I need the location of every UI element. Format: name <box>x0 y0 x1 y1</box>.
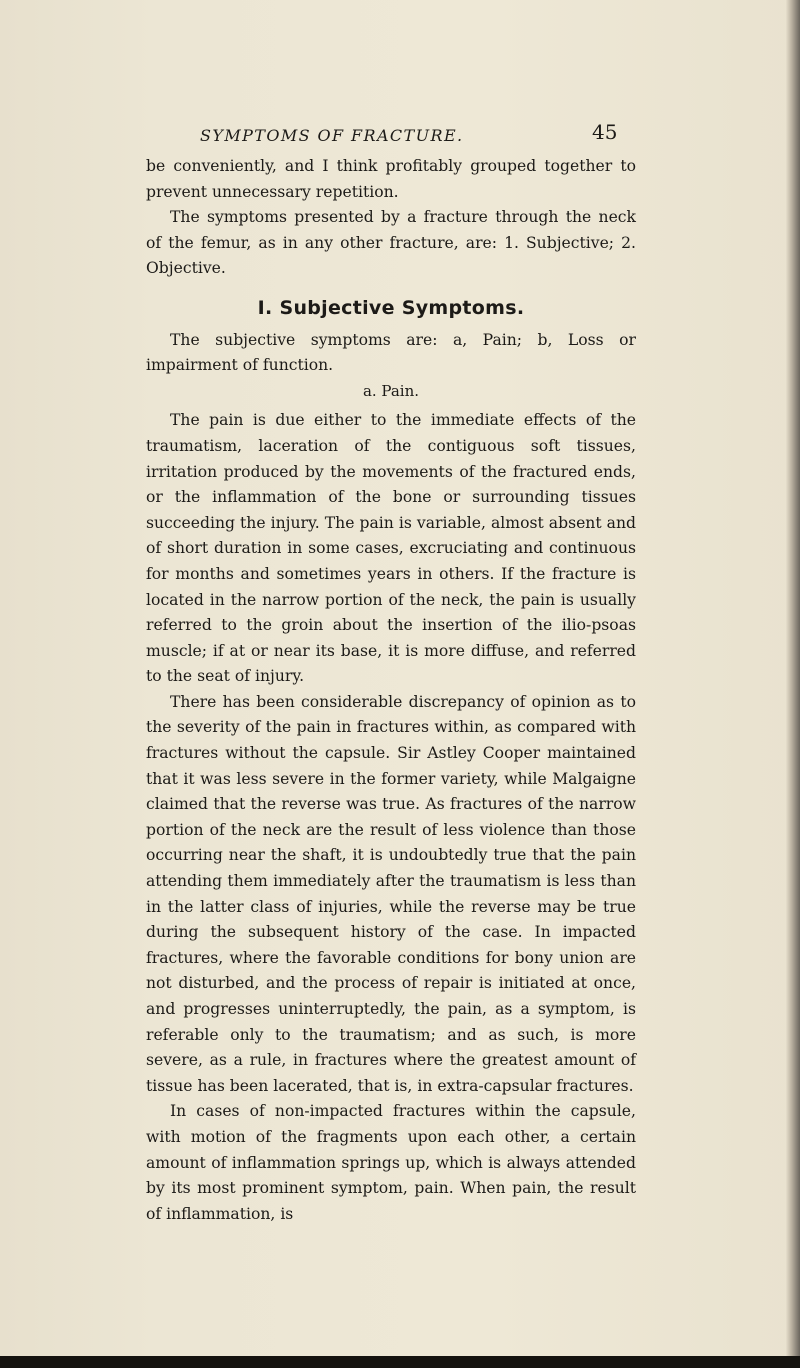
paragraph-pain-causes: The pain is due either to the immediate effects of the traumatism, laceration of the contiguous soft tissues, irritation produced by the movements of the fractured ends, or the inflammation of the bone or surrounding tissues succeeding the injury. The pain is variable, almost absent and of short duration in some cases, excruciating and continuous for months and sometimes years in others. If the fracture is located in the narrow portion of the neck, the pain is usually referred to the groin about the insertion of the ilio-psoas muscle; if at or near its base, it is more diffuse, and referred to the seat of injury. <box>146 411 636 686</box>
paragraph-symptoms-intro: The symptoms presented by a fracture through the neck of the femur, as in any other fracture, are: 1. Subjective; 2. Objective. <box>146 208 636 278</box>
paragraph-subjective-list: The subjective symptoms are: a, Pain; b, Loss or impairment of function. <box>146 330 636 375</box>
subheading-pain: a. Pain. <box>362 381 420 400</box>
paragraph-non-impacted: In cases of non-impacted fractures within the capsule, with motion of the fragments upon each other, a certain amount of inflammation springs up, which is always attended by its most prominent symptom, pain. When pain, the result of inflammation, is <box>146 1102 636 1223</box>
section-heading-subjective: I. Subjective Symptoms. <box>257 296 525 319</box>
running-title: SYMPTOMS OF FRACTURE. <box>200 126 464 145</box>
page-number: 45 <box>592 120 618 144</box>
bottom-border <box>0 1356 800 1368</box>
body-text <box>146 154 636 1227</box>
page-header <box>0 120 800 150</box>
paragraph-pain-discrepancy: There has been considerable discrepancy of opinion as to the severity of the pain in fractures within, as compared with fractures without the capsule. Sir Astley Cooper maintained that it was less severe in the former variety, while Malgaigne claimed that the reverse was true. As fractures of the narrow portion of the neck are the result of less violence than those occurring near the shaft, it is undoubtedly true that the pain attending them immediately after the traumatism is less than in the latter class of injuries, while the reverse may be true during the subsequent history of the case. In impacted fractures, where the favorable conditions for bony union are not disturbed, and the process of repair is initiated at once, and progresses uninterruptedly, the pain, as a symptom, is referable only to the traumatism; and as such, is more severe, as a rule, in fractures where the greatest amount of tissue has been lacerated, that is, in extra-capsular fractures. <box>146 692 636 1095</box>
paragraph-continuation: be conveniently, and I think profitably grouped together to prevent unnecessary repetition. <box>146 157 636 201</box>
page-edge-shadow <box>786 0 800 1368</box>
